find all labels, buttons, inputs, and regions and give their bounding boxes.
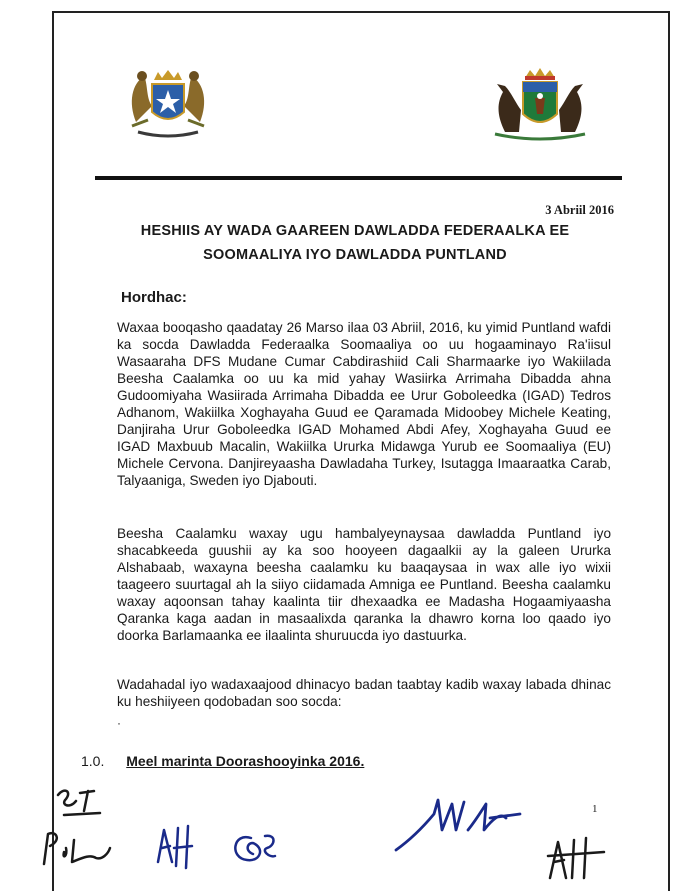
document-date: 3 Abriil 2016 <box>545 203 614 217</box>
paragraph-2: Beesha Caalamku waxay ugu hambalyeynaysaa dawladda Puntland iyo shacabkeeda guushii ay ka soo hooyeen dagaalkii ay la galeen Ururka Alshabaab, waxayna beesha caalamku ku baaqaysaa in wax alle iyo wixii taageero suurtagal ah la siiyo ciidamada Amniga ee Puntland. Beesha caalamku waxay aqoonsan tahay kaalinta tiir dhexaadka ee Madasha Hogaamiyaasha Qaranka kaga aadan in masaalixda qaranka la dhawro korna loo qaado iyo doorka Barlamaanka ee ilaalinta shuruucda iyo dastuurka. <box>117 526 611 643</box>
paragraph-3: Wadahadal iyo wadaxaajood dhinacyo badan taabtay kadib waxay labada dhinac ku heshiiyeen qodobadan soo socda: <box>117 677 611 709</box>
section-heading: Hordhac: <box>121 289 187 306</box>
page-number: 1 <box>592 803 598 815</box>
initials-signature-1 <box>50 785 110 825</box>
bullet-marker: · <box>117 716 121 730</box>
document-title <box>95 219 615 267</box>
paragraph-1: Waxaa booqasho qaadatay 26 Marso ilaa 03 Abriil, 2016, ku yimid Puntland wafdi ka socda Dawladda Federaalka Soomaaliya oo uu hogaaminayo Ra'iisul Wasaaraha DFS Mudane Cumar Cabdirashiid Cali Sharmaarke iyo Wakiilada Beesha Caalamka oo uu ka mid yahay Wasiirka Arrimaha Dibadda ahna Gudoomiyaha Wasiirada Arrimaha Dibadda ee Urur Goboleedka (IGAD) Tedros Adhanom, Wakiilka Xoghayaha Guud ee Qaramada Midoobey Michele Keating, Danjiraha Urur Goboleedka IGAD Mohamed Abdi Afey, Xoghayaha Guud ee IGAD Maxbuub Macalin, Wakiilka Ururka Midawga Yurub ee Soomaaliya (EU) Michele Cervona. Danjireyaasha Dawladaha Turkey, Isutagga Imaaraatka Carab, Talyaaniga, Sweden iyo Djabouti. <box>117 320 611 488</box>
signature-main <box>390 790 530 855</box>
title-line-1: HESHIIS AY WADA GAAREEN DAWLADDA FEDERAALKA EE <box>140 223 570 239</box>
initials-signature-2 <box>38 828 118 868</box>
header-rule <box>95 176 622 180</box>
numbered-item <box>81 753 364 769</box>
somalia-coat-of-arms-icon <box>118 62 218 142</box>
title-line-2: SOOMAALIYA IYO DAWLADDA PUNTLAND <box>203 247 507 263</box>
item-title: Meel marinta Doorashooyinka 2016. <box>126 753 365 769</box>
initials-signature-3 <box>150 822 200 872</box>
puntland-coat-of-arms-icon <box>485 62 595 147</box>
initials-signature-5 <box>540 832 610 882</box>
item-number: 1.0. <box>81 753 105 769</box>
initials-signature-4 <box>225 828 280 868</box>
